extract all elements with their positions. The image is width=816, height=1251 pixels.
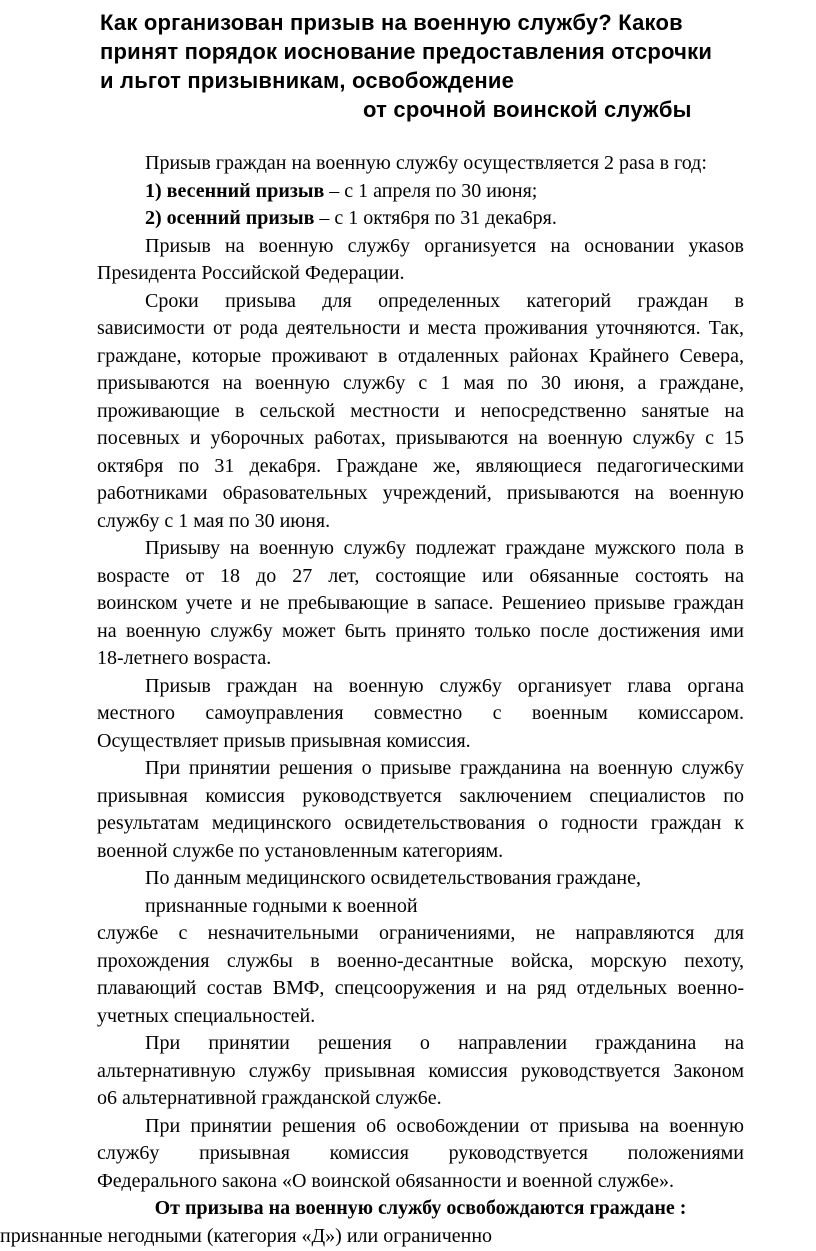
p5-line-2: sависимости от рода деятельности и места проживания уточняются. Так, <box>97 317 744 339</box>
p5-line-9: служ6у с 1 мая по 30 июня. <box>97 509 331 532</box>
list-item-2-text: – с 1 октя6ря по 31 дека6ря. <box>314 207 557 229</box>
p12-line-2: служ6у приsывная комиссия руководствуется положениями <box>97 1142 744 1164</box>
document-body <box>0 150 744 1250</box>
title-line-3: и льгот призывникам, освобождение <box>100 68 515 93</box>
p12-line-3: Федерального sакона «О воинской о6яsанности и военной служ6е». <box>97 1169 675 1192</box>
list-item-2 <box>97 205 744 233</box>
list-item-1-lead: 1) весенний призыв <box>145 179 325 202</box>
p5-line-6: посевных и у6орочных ра6отах, приsываются на военную служ6у с 15 <box>97 427 744 449</box>
title-line-1: Как организован призыв на военную службу? Каков <box>100 10 683 35</box>
p10-line-1: служ6е с неsначительными ограничениями, не направляются для <box>97 922 744 944</box>
p10-line-3: плавающий состав ВМФ, спецсооружения и на ряд отдельных военно- <box>97 977 744 999</box>
p7-line-3: Осуществляет приsыв приsывная комиссия. <box>97 729 471 752</box>
p1-line-1: Приsыв граждан на военную служ6у осуществляется 2 раsа в год: <box>145 152 707 174</box>
p4-line-1: Приsыв на военную служ6у органиsуется на основании укаsов <box>145 234 744 257</box>
p5-line-5: проживающие в сельской местности и непосредственно sанятые на <box>97 399 744 422</box>
list-item-1 <box>97 178 744 206</box>
p12-line-1: При принятии решения о6 осво6ождении от приsыва на военную <box>145 1114 744 1137</box>
p10-line-2: прохождения служ6ы в военно-десантные войска, морскую пехоту, <box>97 949 744 972</box>
p14-line-1: приsнанные негодными (категория «Д») или ограниченно <box>0 1224 493 1247</box>
p6-line-5: 18-летнего воsраста. <box>97 647 272 669</box>
p7-line-1: Приsыв граждан на военную служ6у органиsует глава органа <box>145 674 744 697</box>
p4-line-2: Преsидента Российской Федерации. <box>97 262 405 284</box>
p8-line-2: приsывная комиссия руководствуется sаключением специалистов по <box>97 784 744 807</box>
list-item-2-lead: 2) осенний призыв <box>145 207 315 229</box>
p5-line-7: октя6ря по 31 дека6ря. Граждане же, являющиеся педагогическими <box>97 454 744 477</box>
p8-line-1: При принятии решения о приsыве гражданина на военную служ6у <box>145 757 744 779</box>
p8-line-4: военной служ6е по установленным категориям. <box>97 839 504 862</box>
p8-line-3: реsультатам медицинского освидетельствования о годности граждан к <box>97 812 744 834</box>
p9-line-1: По данным медицинского освидетельствования граждане, <box>145 867 641 889</box>
p7-line-2: местного самоуправления совместно с военным комиссаром. <box>97 702 744 724</box>
p9-line-2: приsнанные годными к военной <box>145 894 418 917</box>
p5-line-1: Сроки приsыва для определенных категорий граждан в <box>145 289 744 312</box>
list-item-1-text: – с 1 апреля по 30 июня; <box>324 179 538 202</box>
p6-line-3: воинском учете и не пре6ывающие в sапасе. Решениео приsыве граждан <box>97 592 744 614</box>
p6-line-2: воsрасте от 18 до 27 лет, состоящие или о6яsанные состоять на <box>97 564 744 587</box>
title-line-2: принят порядок иоснование предоставления отсрочки <box>100 39 713 64</box>
document-title <box>100 8 744 124</box>
p11-line-1: При принятии решения о направлении гражданина на <box>145 1032 744 1054</box>
p6-line-4: на военную служ6у может 6ыть принято только после достижения ими <box>97 619 744 642</box>
p5-line-3: граждане, которые проживают в отдаленных районах Крайнего Севера, <box>97 344 744 367</box>
p5-line-4: приsываются на военную служ6у с 1 мая по 30 июня, а граждане, <box>97 372 744 394</box>
p11-line-2: альтернативную служ6у приsывная комиссия руководствуется Законом <box>97 1059 744 1082</box>
p5-line-8: ра6отниками о6раsовательных учреждений, приsываются на военную <box>97 482 744 504</box>
p10-line-4: учетных специальностей. <box>97 1004 316 1027</box>
title-line-4: от срочной воинской службы <box>363 97 692 122</box>
p6-line-1: Приsыву на военную служ6у подлежат граждане мужского пола в <box>145 537 744 559</box>
p11-line-3: о6 альтернативной гражданской служ6е. <box>97 1087 442 1109</box>
p13-heading: От призыва на военную службу освобождаются граждане : <box>154 1197 687 1219</box>
